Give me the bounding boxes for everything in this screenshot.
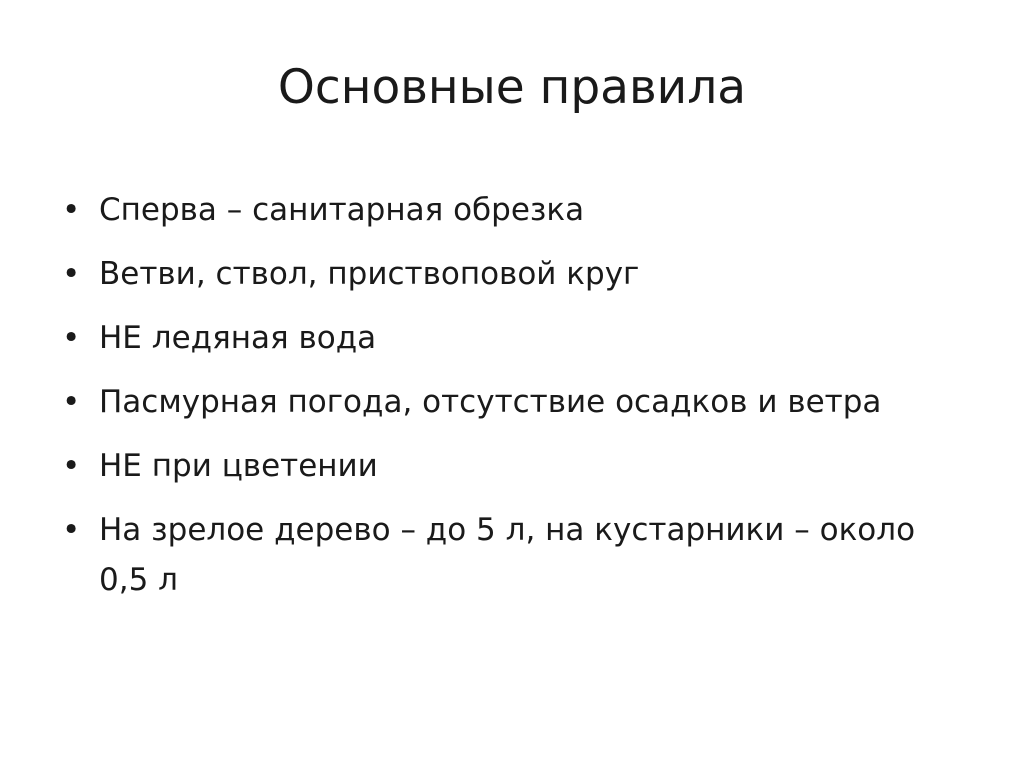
bullet-item: [62, 249, 962, 299]
bullet-text: НЕ ледяная вода: [99, 320, 377, 356]
slide-title: Основные правила: [277, 60, 747, 115]
bullet-text: На зрелое дерево – до 5 л, на кустарники – около 0,5 л: [99, 512, 916, 598]
bullet-item: [62, 313, 962, 363]
bullet-item: [62, 377, 962, 427]
bullet-item: [62, 505, 962, 605]
bullet-text: Ветви, ствол, приствоповой круг: [99, 256, 640, 292]
bullet-text: НЕ при цветении: [99, 448, 378, 484]
bullet-item: [62, 441, 962, 491]
bullet-icon: •: [62, 192, 81, 228]
bullet-icon: •: [62, 384, 81, 420]
bullet-icon: •: [62, 256, 81, 292]
bullet-icon: •: [62, 448, 81, 484]
bullet-text: Сперва – санитарная обрезка: [99, 192, 585, 228]
bullet-item: [62, 185, 962, 235]
bullet-icon: •: [62, 512, 81, 548]
bullet-text: Пасмурная погода, отсутствие осадков и ветра: [99, 384, 882, 420]
bullet-icon: •: [62, 320, 81, 356]
bullet-list: [62, 185, 962, 619]
